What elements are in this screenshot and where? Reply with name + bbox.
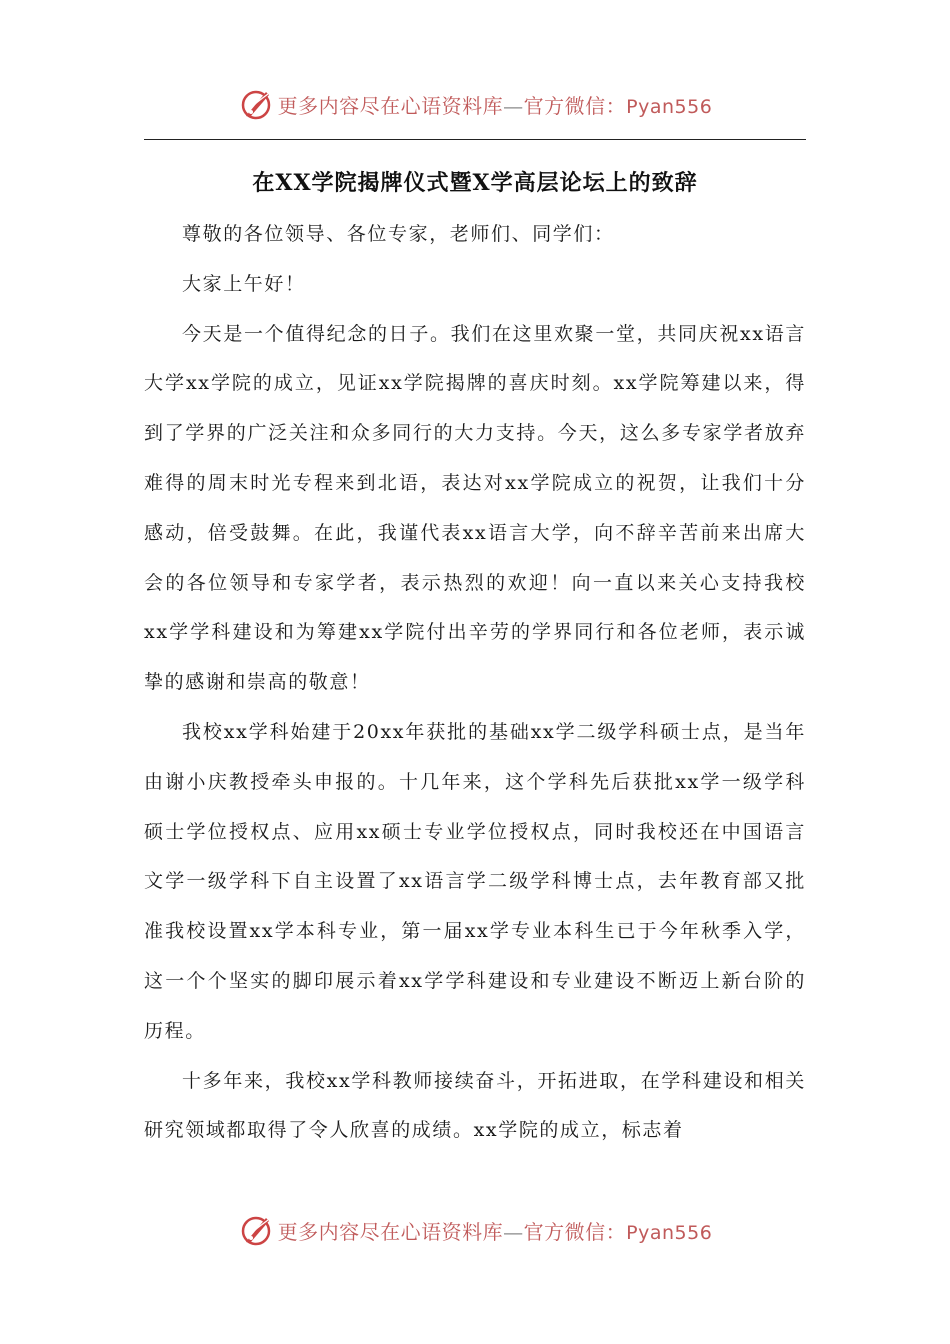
footer-banner-account: Pyan556 bbox=[626, 1221, 713, 1244]
footer-banner-label: 官方微信： bbox=[523, 1219, 627, 1244]
header-banner-label: 官方微信： bbox=[523, 93, 627, 118]
footer-banner-separator: — bbox=[503, 1219, 524, 1244]
header-banner-text bbox=[278, 90, 713, 119]
paragraph-1: 今天是一个值得纪念的日子。我们在这里欢聚一堂，共同庆祝xx语言大学xx学院的成立，见证xx学院揭牌的喜庆时刻。xx学院筹建以来，得到了学界的广泛关注和众多同行的大力支持。今天，这么多专家学者放弃难得的周末时光专程来到北语，表达对xx学院成立的祝贺，让我们十分感动，倍受鼓舞。在此，我谨代表xx语言大学，向不辞辛苦前来出席大会的各位领导和专家学者，表示热烈的欢迎！向一直以来关心支持我校xx学学科建设和为筹建xx学院付出辛劳的学界同行和各位老师，表示诚挚的感谢和崇高的敬意！ bbox=[144, 322, 806, 694]
quill-pen-logo-icon bbox=[238, 86, 274, 122]
greeting: 尊敬的各位领导、各位专家，老师们、同学们： bbox=[182, 223, 615, 245]
paragraph-3: 十多年来，我校xx学科教师接续奋斗，开拓进取，在学科建设和相关研究领域都取得了令人欣喜的成绩。xx学院的成立，标志着 bbox=[144, 1069, 806, 1142]
salutation: 大家上午好！ bbox=[182, 272, 306, 295]
header-banner bbox=[0, 82, 950, 126]
footer-banner bbox=[0, 1208, 950, 1252]
header-rule bbox=[144, 139, 806, 140]
header-banner-slogan: 更多内容尽在心语资料库 bbox=[277, 93, 504, 118]
footer-banner-slogan: 更多内容尽在心语资料库 bbox=[277, 1219, 504, 1244]
quill-pen-logo-icon bbox=[238, 1212, 274, 1248]
document-title: 在XX学院揭牌仪式暨X学高层论坛上的致辞 bbox=[252, 170, 698, 196]
footer-banner-text bbox=[278, 1216, 713, 1245]
document-body bbox=[144, 210, 806, 1156]
paragraph-2: 我校xx学科始建于20xx年获批的基础xx学二级学科硕士点，是当年由谢小庆教授牵头申报的。十几年来，这个学科先后获批xx学一级学科硕士学位授权点、应用xx硕士专业学位授权点，同时我校还在中国语言文学一级学科下自主设置了xx语言学二级学科博士点，去年教育部又批准我校设置xx学本科专业，第一届xx学专业本科生已于今年秋季入学，这一个个坚实的脚印展示着xx学学科建设和专业建设不断迈上新台阶的历程。 bbox=[144, 720, 806, 1042]
header-banner-separator: — bbox=[503, 93, 524, 118]
header-banner-account: Pyan556 bbox=[626, 95, 713, 118]
